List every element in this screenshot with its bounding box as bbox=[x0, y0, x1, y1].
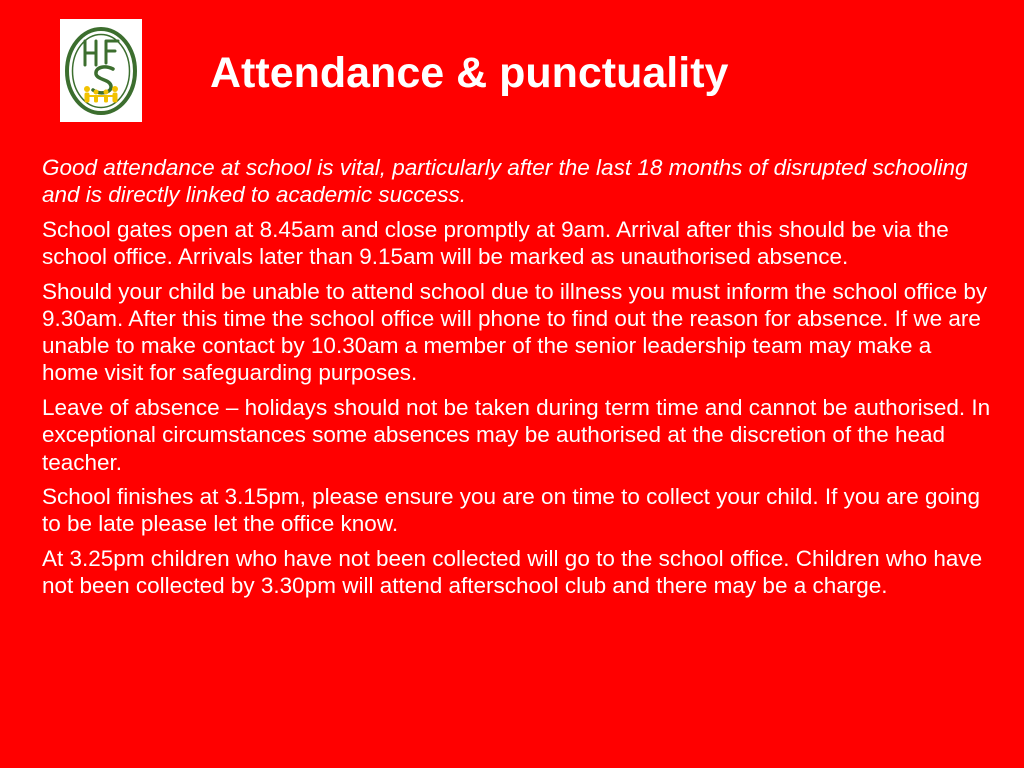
paragraph-school-gates: School gates open at 8.45am and close promptly at 9am. Arrival after this should be via the school office. Arrivals later than 9.15am will be marked as unauthorised absence. bbox=[42, 216, 949, 270]
slide-body bbox=[42, 154, 992, 607]
page-title: Attendance & punctuality bbox=[210, 49, 729, 97]
paragraph-late-collection: At 3.25pm children who have not been collected will go to the school office. Children who have not been collected by 3.30pm will attend afterschool club and there may be a charge. bbox=[42, 546, 983, 599]
paragraph-attendance-importance: Good attendance at school is vital, particularly after the last 18 months of disrupted schooling and is directly linked to academic success. bbox=[42, 155, 968, 208]
paragraph-leave-of-absence: Leave of absence – holidays should not be taken during term time and cannot be authorised. In exceptional circumstances some absences may be authorised at the discretion of the head teacher. bbox=[42, 395, 991, 475]
paragraph-school-finish: School finishes at 3.15pm, please ensure you are on time to collect your child. If you are going to be late please let the office know. bbox=[42, 484, 981, 537]
school-logo bbox=[60, 19, 142, 122]
paragraph-illness-absence: Should your child be unable to attend school due to illness you must inform the school office by 9.30am. After this time the school office will phone to find out the reason for absence. If we are unable to make contact by 10.30am a member of the senior leadership team may make a home visit for safeguarding purposes. bbox=[42, 278, 988, 386]
school-crest-logo-icon bbox=[60, 19, 142, 122]
